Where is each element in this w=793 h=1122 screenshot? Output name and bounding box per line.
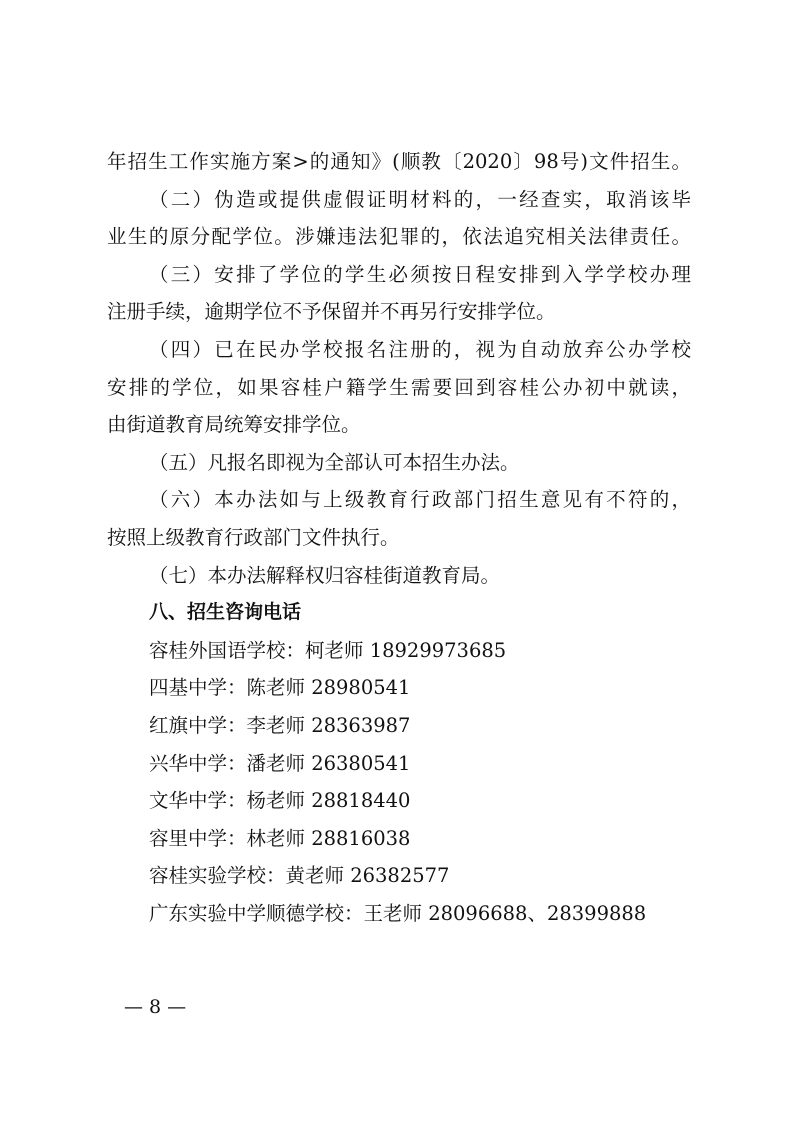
contact-line: 容桂实验学校：黄老师 26382577	[149, 864, 450, 888]
text-line: 按照上级教育行政部门文件执行。	[107, 525, 400, 549]
text-line: 安排的学位，如果容桂户籍学生需要回到容桂公办初中就读，	[107, 375, 691, 399]
text-line: 年招生工作实施方案>的通知》(顺教〔2020〕98号)文件招生。	[107, 150, 691, 173]
text-line: 由街道教育局统筹安排学位。	[107, 413, 361, 437]
text-line: 注册手续，逾期学位不予保留并不再另行安排学位。	[107, 300, 556, 324]
contact-line: 四基中学：陈老师 28980541	[149, 676, 411, 700]
text-line: （七）本办法解释权归容桂街道教育局。	[149, 563, 501, 587]
page-number: — 8 —	[124, 996, 187, 1018]
text-line: （六）本办法如与上级教育行政部门招生意见有不符的，	[149, 488, 691, 512]
contact-line: 文华中学：杨老师 28818440	[149, 789, 411, 813]
contact-line: 红旗中学：李老师 28363987	[149, 713, 411, 737]
text-line: 业生的原分配学位。涉嫌违法犯罪的，依法追究相关法律责任。	[107, 225, 691, 249]
contact-line: 容里中学：林老师 28816038	[149, 826, 411, 850]
text-line: （三）安排了学位的学生必须按日程安排到入学学校办理	[149, 262, 691, 286]
section-heading: 八、招生咨询电话	[149, 601, 302, 624]
text-line: （五）凡报名即视为全部认可本招生办法。	[149, 450, 520, 474]
contact-line: 容桂外国语学校：柯老师 18929973685	[149, 638, 507, 662]
document-body	[107, 143, 691, 932]
text-line: （四）已在民办学校报名注册的，视为自动放弃公办学校	[149, 337, 691, 361]
contact-line: 广东实验中学顺德学校：王老师 28096688、28399888	[149, 901, 647, 925]
contact-line: 兴华中学：潘老师 26380541	[149, 751, 411, 775]
text-line: （二）伪造或提供虚假证明材料的，一经查实，取消该毕	[149, 187, 691, 211]
